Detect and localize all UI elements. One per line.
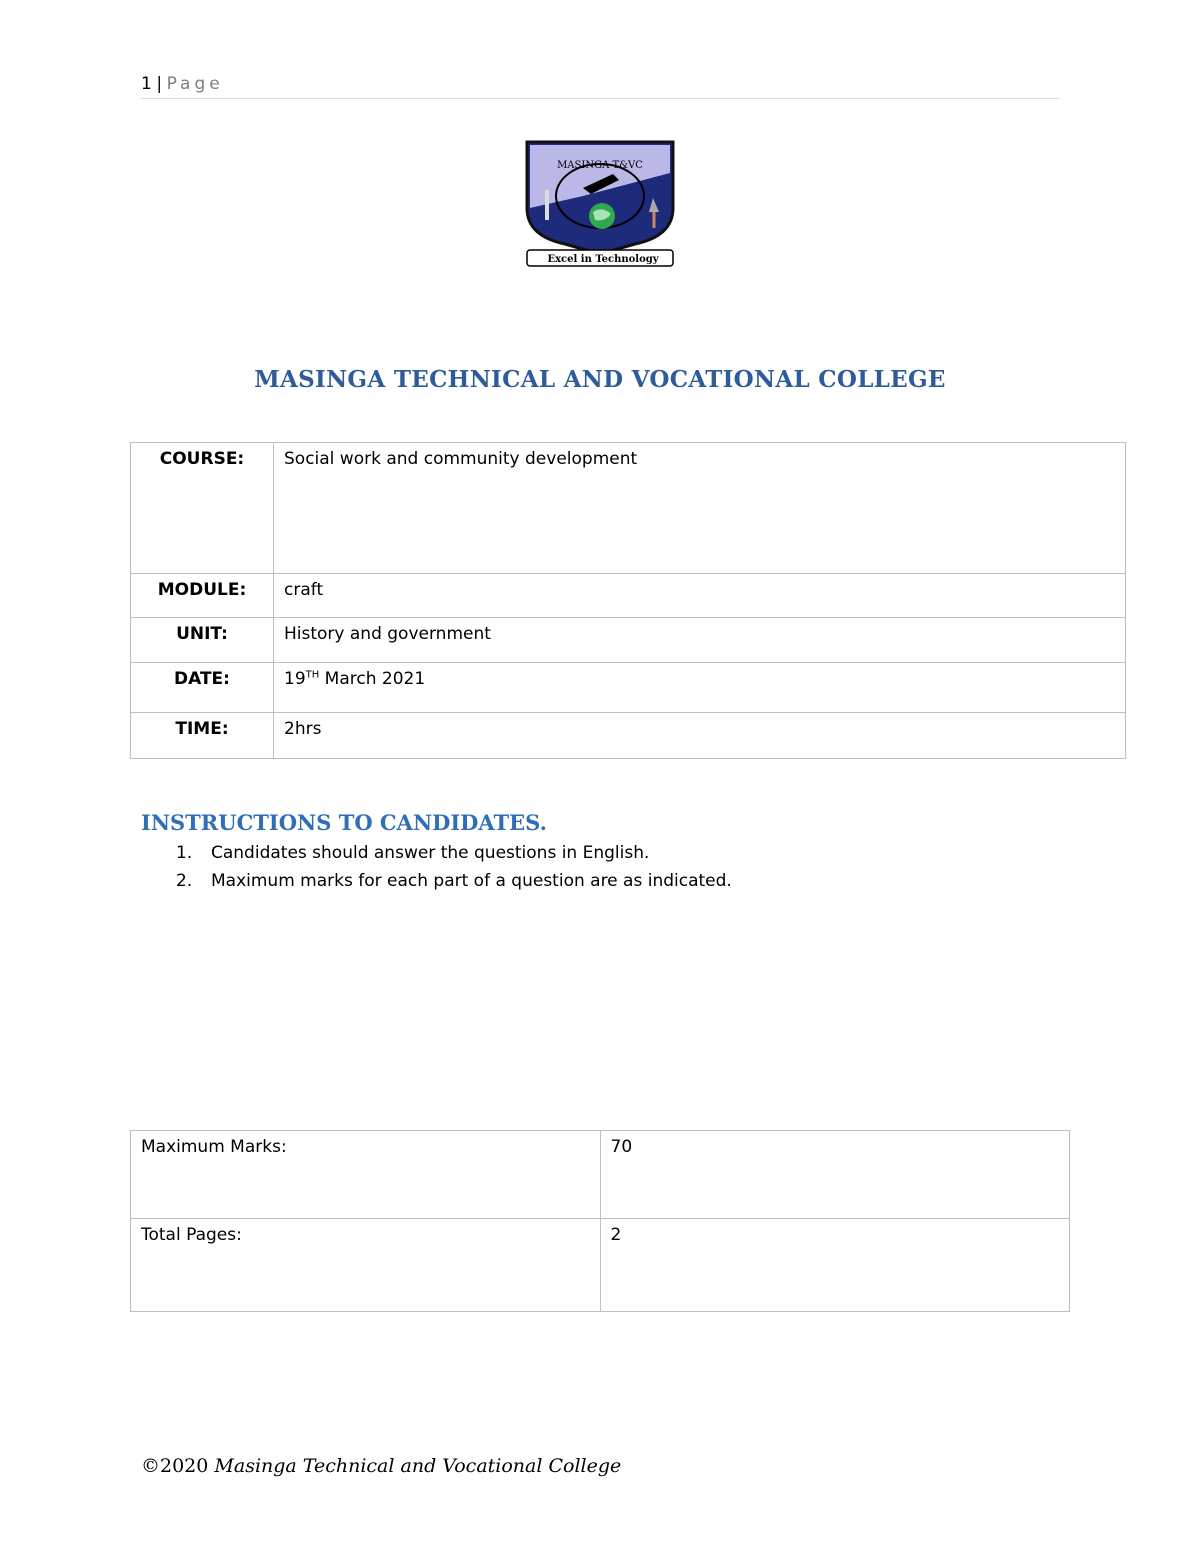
total-pages-value: 2 bbox=[600, 1219, 1070, 1312]
table-row bbox=[131, 1219, 1070, 1312]
max-marks-value: 70 bbox=[600, 1131, 1070, 1219]
table-row bbox=[131, 663, 1126, 713]
module-label: MODULE: bbox=[131, 574, 274, 618]
footer-college-name: Masinga Technical and Vocational College bbox=[214, 1455, 622, 1477]
logo-motto: Excel in Technology bbox=[547, 254, 659, 265]
college-logo bbox=[523, 138, 677, 274]
total-pages-label: Total Pages: bbox=[131, 1219, 601, 1312]
course-label: COURSE: bbox=[131, 443, 274, 574]
page-footer bbox=[141, 1455, 621, 1477]
copyright: ©2020 bbox=[141, 1455, 215, 1477]
date-day: 19 bbox=[284, 669, 306, 689]
exam-info-table bbox=[130, 442, 1126, 759]
page-separator: | bbox=[156, 74, 163, 94]
unit-label: UNIT: bbox=[131, 618, 274, 663]
table-row bbox=[131, 618, 1126, 663]
table-row bbox=[131, 443, 1126, 574]
unit-value: History and government bbox=[274, 618, 1126, 663]
instructions-title: INSTRUCTIONS TO CANDIDATES. bbox=[141, 810, 547, 835]
page-word: Page bbox=[166, 74, 224, 94]
marks-table bbox=[130, 1130, 1070, 1312]
instruction-text: Maximum marks for each part of a question are as indicated. bbox=[211, 871, 732, 891]
page-number: 1 bbox=[141, 74, 153, 94]
instruction-text: Candidates should answer the questions in English. bbox=[211, 843, 650, 863]
instructions-list bbox=[141, 842, 732, 898]
instruction-number: 2. bbox=[176, 871, 193, 891]
instruction-number: 1. bbox=[176, 843, 193, 863]
max-marks-label: Maximum Marks: bbox=[131, 1131, 601, 1219]
logo-arc-text: MASINGA T&VC bbox=[557, 160, 643, 171]
college-title: MASINGA TECHNICAL AND VOCATIONAL COLLEGE bbox=[254, 366, 946, 393]
page-header bbox=[141, 74, 1059, 99]
table-row bbox=[131, 574, 1126, 618]
date-rest: March 2021 bbox=[319, 669, 426, 689]
date-value bbox=[274, 663, 1126, 713]
list-item bbox=[141, 870, 732, 898]
time-value: 2hrs bbox=[274, 713, 1126, 759]
table-row bbox=[131, 1131, 1070, 1219]
time-label: TIME: bbox=[131, 713, 274, 759]
list-item bbox=[141, 842, 732, 870]
table-row bbox=[131, 713, 1126, 759]
shield-logo-icon bbox=[523, 138, 677, 274]
course-value: Social work and community development bbox=[274, 443, 1126, 574]
date-label: DATE: bbox=[131, 663, 274, 713]
module-value: craft bbox=[274, 574, 1126, 618]
date-suffix: TH bbox=[305, 669, 320, 681]
